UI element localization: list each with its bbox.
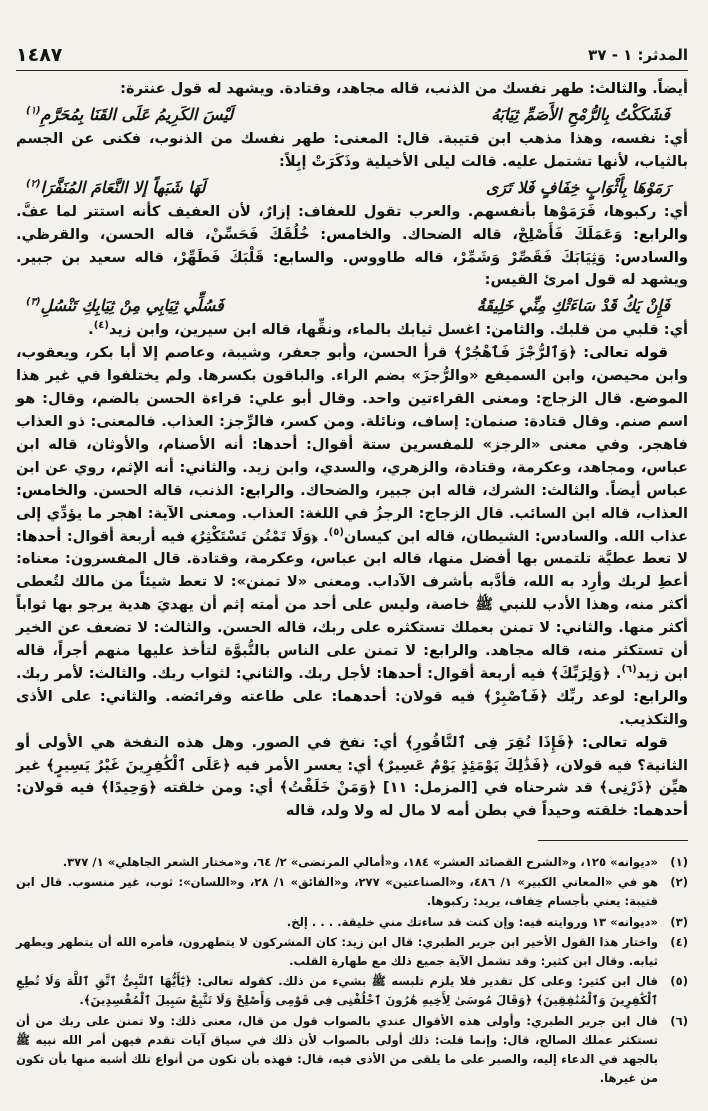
footnote-ref[interactable]: (٥) xyxy=(328,526,344,538)
bold-label: أحدهما: xyxy=(627,802,688,820)
bold-label: قوله تعالى: xyxy=(574,733,668,751)
text-run: العذاب، قاله ابن السائب. قال الزجاج: الرجزُ في اللغة: العذاب. ومعنى الآية: اهجر ما يؤدِّي إلى عذاب الله. xyxy=(16,504,689,545)
footnote-ref[interactable]: (٣) xyxy=(26,297,41,309)
bold-label: أحدها: xyxy=(243,435,298,453)
text-run: فيه قولان: xyxy=(386,687,484,705)
text-run: أنه الإثم، روي عن ابن عباس أيضاً. xyxy=(16,458,688,499)
text-run: ، قاله سعيد بن جبير. ويشهد له قول امرئ القيس: xyxy=(16,248,688,289)
bold-label: والسابع: xyxy=(264,248,335,266)
paragraph xyxy=(16,732,688,824)
bold-label: والثاني: xyxy=(230,664,293,682)
text-run: أي: ركبوها، فَرَمَوْها بأنفسهم. والعرب تقول للعفاف: إزارٌ، لأن العفيف كأنه استتر لما عفَّ. xyxy=(16,202,688,220)
quran-quote: ﴿فَإِذَا نُقِرَ فِى ٱلنَّاقُورِ﴾ xyxy=(405,733,575,751)
bold-label: والثاني: xyxy=(173,458,237,476)
text-run: قد شرحناه في [المزمل: ١١] xyxy=(376,779,600,797)
footnote xyxy=(16,933,688,971)
text-run: على طاعته وفرائضه. xyxy=(156,687,324,705)
page-number: ١٤٨٧ xyxy=(16,44,63,66)
quran-quote: ﴿وَحِيدًا﴾ xyxy=(100,779,157,797)
surah-verse-range: المدثر: ١ - ٣٧ xyxy=(588,46,688,64)
bold-label: والثاني: xyxy=(91,687,157,705)
bold-label: والثالث: xyxy=(584,80,648,97)
verse-first-hemistich: فَشَكَكْتُ بِالرُّمْحِ الأَصَمِّ ثِيَابَهُ xyxy=(491,104,670,124)
verse-first-hemistich: فَإِنْ يَكُ قَدْ سَاءَتْكِ مِنِّي خَلِيقَةٌ xyxy=(476,296,670,316)
text-run: لأمر ربك. xyxy=(16,664,84,682)
running-header xyxy=(16,40,688,71)
footnote-text: هو في «المعاني الكبير» ١/ ٤٨٦، و«الصناعتين» ٢٧٧، و«الفائق» ١/ ٢٨، و«اللسان»: ثوب، غير منسوب. قال ابن قتيبة: يعني بأجسام خِفاف، يريد: ركبوها. xyxy=(16,875,658,909)
poetry-verse xyxy=(16,174,688,201)
bold-label: والخامس: xyxy=(309,225,392,243)
footnote-ref[interactable]: (٢) xyxy=(26,178,41,190)
quran-quote: ﴿وَلَا تَمْنُن تَسْتَكْثِرُ﴾ xyxy=(190,527,318,545)
footnote-text: «ديوانه» ١٢٥، و«الشرح القصائد العشر» ١٨٤، و«أمالي المرتضى» ٢/ ٦٤، و«مختار الشعر الجاهلي» ١/ ٣٧٧. xyxy=(62,855,658,869)
text-run: . xyxy=(610,664,622,682)
poetry-verse xyxy=(16,292,688,319)
quran-quote: ﴿فَٱصْبِرْ﴾ xyxy=(483,687,548,705)
footnote-text: واختار هذا القول الأخير ابن جرير الطبري: قال ابن زيد: كان المشركون لا يتطهرون، فأمره الله أن يتطهر ويطهر ثيابه. وقال ابن كثير: وقد تشمل الآية جميع ذلك مع طهارة القلب. xyxy=(16,934,658,969)
text-run: طهر نفسك من الذنب، قاله مجاهد، وقتادة. ويشهد له قول عنترة: xyxy=(120,80,585,97)
footnote-number: (١) xyxy=(670,855,688,869)
quran-quote: ﴿فَذَٰلِكَ يَوْمَئِذٍ يَوْمٌ عَسِيرٌ﴾ xyxy=(376,756,550,774)
text-run: . xyxy=(88,321,94,339)
text-run: ، قاله الضحاك. xyxy=(391,225,518,243)
text-run: الشرك، قاله ابن جبير، والضحاك. xyxy=(294,481,536,499)
footnote xyxy=(16,913,688,932)
bold-label: والثامن: xyxy=(480,321,545,339)
paragraph xyxy=(16,201,688,293)
text-run: الذنب، قاله الحسن. xyxy=(87,481,234,499)
quran-quote: ﴿ذَرْنِى﴾ xyxy=(599,779,653,797)
paragraph xyxy=(16,342,688,731)
footnote-text: قال ابن جرير الطبري: وأولى هذه الأقوال عندي بالصواب قول من قال، معنى ذلك: ولا تمنن على ربك من أن تستكثر عملك الصالح، قال: وإنما قلت: ذلك أولى بالصواب لأن ذلك في سياق آيات تقدم فيهن أمر الله نبيه ﷺ بالجهد في الدعاء إليه، والصبر على ما يلقى من الأذى فيه، قال: فهذه بأن تكون من أنواع تلك أشبه منها بأن تكون من غيرها. xyxy=(16,1013,658,1086)
bold-label: والسادس: xyxy=(529,527,609,545)
bold-label: والخامس: xyxy=(16,481,88,499)
footnote-number: (٤) xyxy=(670,934,688,949)
text-run: أيضاً. xyxy=(647,80,688,97)
footnote-number: (٢) xyxy=(670,875,688,890)
text-run: لا تضعف عن الخير أن تستكثر منه، قاله مجاهد. xyxy=(16,619,689,660)
footnote-number: (٥) xyxy=(670,974,688,989)
text-run: لا تعط عطيَّة تلتمس بها أفضل منها، قاله ابن عباس، وعكرمة، وقتادة. قال المفسرون: معناه: أعطِ لربك وأرِد به الله، فأدَّبه بأشرف الآداب. ومعنى «لا تمنن»: لا تعط شيئاً من مالك لتُعطى أكثر منه، وهذا الأدب للنبي ﷺ خاصة، وليس على أحد من أمته إثم أن يهديَ هدية يرجو بها ثواباً أكثر منها. xyxy=(16,550,689,637)
text-run: أي: نفسه، وهذا مذهب ابن قتيبة. قال: المعنى: طهر نفسك من الذنوب، فكنى عن الجسم بالثياب، لأنها تشتمل عليه. قالت ليلى الأخيلية وذَكَرَتْ إبِلاً: xyxy=(16,129,688,170)
bold-label: والثالث: xyxy=(535,481,600,499)
verse-first-hemistich: رَمَوْهَا بِأَثْوَابٍ خِفَافٍ فَلا تَرَى xyxy=(485,177,670,197)
text-run: على الأذى والتكذيب. xyxy=(16,687,688,728)
bold-label: والرابع: xyxy=(624,687,688,705)
text-run: ، قاله طاووس. xyxy=(334,248,458,266)
quran-quote: ﴿عَلَى ٱلْكَٰفِرِينَ غَيْرُ يَسِيرٍ﴾ xyxy=(46,756,231,774)
poetry-verse xyxy=(16,101,688,128)
footnote-text: «ديوانه» ١٣ وروايته فيه: وإن كنت قد ساءتك مني خليقة. . . . إلخ. xyxy=(286,914,658,929)
text-run: لأجل ربك. xyxy=(292,664,372,682)
verse-second-hemistich: فَسُلِّي ثِيَابِي مِنْ ثِيَابِكِ تَنْسُلِ$^{(٣)}$ xyxy=(26,296,224,316)
footnote-number: (٣) xyxy=(670,914,688,929)
bold-label: والثالث: xyxy=(148,619,212,637)
bold-label: والرابع: xyxy=(416,642,479,660)
quran-quote: خُلُقَكَ فَحَسِّنْ xyxy=(210,225,310,243)
footnote xyxy=(16,1012,688,1089)
text-run: لا تمنن بعملك تستكثره على ربك، قاله الحسن. xyxy=(211,619,551,637)
bold-label: والرابع: xyxy=(233,481,295,499)
verse-second-hemistich: لَيْسَ الكَرِيمُ عَلَى القَنَا بِمُحَرَّمِ$^{(١)}$ xyxy=(26,104,234,124)
text-run: أي: نفخ في الصور. وهل هذه النفخة هي الأولى أو الثانية؟ فيه قولان، xyxy=(16,733,688,774)
bold-label: والرابع: xyxy=(622,225,688,243)
text-run: لا تمنن على الناس بالنُّبوَّة لتأخذ عليها منهم أجراً، قاله ابن زيد xyxy=(16,642,689,682)
text-run: اغسل ثيابك بالماء، ونقِّها، قاله ابن سيرين، وابن زيد xyxy=(108,321,481,339)
text-run: فيه أربعة أقوال: xyxy=(61,527,191,545)
footnote xyxy=(16,873,688,911)
footnote xyxy=(16,972,688,1010)
text-run: قرأ الحسن، وأبو جعفر، وشيبة، وعاصم إلا أبا بكر، ويعقوب، وابن محيصن، وابن السميفع «والرُّجزَ» بضم الراء. والباقون بكسرها. ولم يختلفوا في غير هذا الموضع. قال الزجاج: ومعنى القراءتين واحد. وقال أبو علي: قراءة الحسن بالضم، وقال: هو اسم صنم. وقال قتادة: صنمان: إساف، ونائلة. ومن كسر، فالرِّجز: العذاب. فالمعنى: ذو العذاب فاهجر. وفي معنى «الرجز» للمفسرين ستة أقوال: xyxy=(16,344,688,453)
text-run: لثواب ربك. xyxy=(146,664,231,682)
footnote xyxy=(16,853,688,872)
verse-second-hemistich: لَهَا شَبَهاً إلا النَّعَامَ المُنَفَّرَا$^{(٢)}$ xyxy=(26,177,206,197)
bold-label: والسادس: xyxy=(606,248,688,266)
text-run: ، قاله الحسن، والقرظي. xyxy=(16,225,211,243)
quran-quote: ﴿وَٱلرُّجْزَ فَٱهْجُرْ﴾ xyxy=(453,344,577,362)
paragraph xyxy=(16,128,688,174)
bold-label: أحدهما: xyxy=(323,687,387,705)
quran-quote: ﴿وَمَنْ خَلَقْتُ﴾ xyxy=(279,779,377,797)
main-text xyxy=(16,78,688,823)
text-run: أي: يعسر الأمر فيه xyxy=(230,756,377,774)
paragraph xyxy=(16,319,688,342)
quran-quote: قَلْبَكَ فَطَهِّرْ xyxy=(178,248,265,266)
text-run: فيه قولان: xyxy=(16,779,101,797)
quran-quote: وَعَمَلَكَ فَأَصْلِحْ xyxy=(517,225,623,243)
text-run: غير هيِّن xyxy=(16,756,688,797)
bold-label: أحدها: xyxy=(371,664,422,682)
text-run: لوعد ربِّك xyxy=(547,687,625,705)
paragraph xyxy=(16,78,688,101)
text-run: . xyxy=(317,527,329,545)
bold-label: أحدها: xyxy=(16,527,62,545)
quran-quote: وَثِيَابَكَ فَقَصِّرْ وَشَمِّرْ xyxy=(457,248,607,266)
footnotes xyxy=(16,853,688,1089)
text-run: أنه الأصنام، والأوثان، قاله ابن عباس، ومجاهد، وعكرمة، وقتادة، والزهري، والسدي، وابن زيد. xyxy=(16,435,688,476)
text-run: فيه أربعة أقوال: xyxy=(421,664,551,682)
footnote-ref[interactable]: (٦) xyxy=(621,664,637,676)
text-run: أي: ومن خلقته xyxy=(156,779,280,797)
bold-label: والثالث: xyxy=(83,664,147,682)
footnote-ref[interactable]: (١) xyxy=(26,105,41,117)
footnote-number: (٦) xyxy=(670,1013,688,1028)
bold-label: والثاني: xyxy=(550,619,613,637)
footnote-ref[interactable]: (٤) xyxy=(93,320,109,332)
footnote-text: قال ابن كثير: وعلى كل تقدير فلا يلزم تلبسه ﷺ بشيء من ذلك. كقوله تعالى: ﴿يَٰٓأَيُّهَا ٱلنَّبِىُّ ٱتَّقِ ٱللَّهَ وَلَا تُطِعِ ٱلْكَٰفِرِينَ وَٱلْمُنَٰفِقِينَ﴾ ﴿وَقَالَ مُوسَىٰ لِأَخِيهِ هَٰرُونَ ٱخْلُفْنِى فِى قَوْمِى وَأَصْلِحْ وَلَا تَتَّبِعْ سَبِيلَ ٱلْمُفْسِدِينَ﴾. xyxy=(16,974,658,1008)
text-run: أي: قلبي من قلبك. xyxy=(544,321,688,339)
text-run: خلقته وحيداً في بطن أمه لا مال له ولا ولد، قاله xyxy=(285,802,628,820)
bold-label: قوله تعالى: xyxy=(576,344,668,362)
quran-quote: ﴿وَلِرَبِّكَ﴾ xyxy=(550,664,611,682)
text-run: الشيطان، قاله ابن كيسان xyxy=(343,527,530,545)
footnote-separator xyxy=(538,840,688,841)
